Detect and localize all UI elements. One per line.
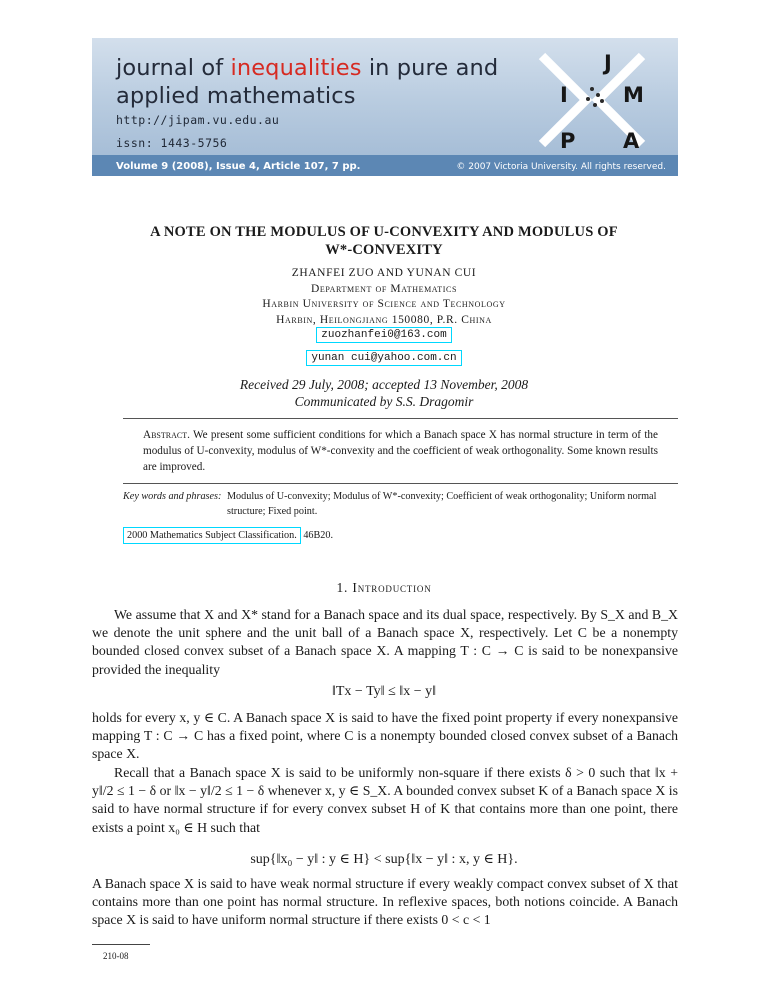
abstract-text: We present some sufficient conditions for which a Banach space X has normal structure in term of the modulus of U-convexity, modulus of W*-convexity and the coefficient of weak orthogonality. Some known results are improved. <box>143 429 658 473</box>
author-block <box>0 266 768 328</box>
journal-url[interactable]: http://jipam.vu.edu.au <box>116 113 280 127</box>
logo-letter-p: P <box>560 129 576 153</box>
msc-classification <box>123 527 333 544</box>
received-date: Received 29 July, 2008; accepted 13 November, 2008 <box>239 377 529 392</box>
logo-letter-j: J <box>604 51 612 75</box>
section-title: Introduction <box>352 580 432 595</box>
logo-letter-a: A <box>623 129 640 153</box>
abstract-top-rule <box>123 418 678 419</box>
logo-letter-m: M <box>623 83 644 107</box>
paper-title-line1: A NOTE ON THE MODULUS OF U-CONVEXITY AND MODULUS OF <box>150 224 618 240</box>
affiliation-department: Department of Mathematics <box>310 282 458 295</box>
copyright-notice: © 2007 Victoria University. All rights reserved. <box>456 162 666 172</box>
journal-title <box>116 54 498 110</box>
equation-1: ‖Tx − Ty‖ ≤ ‖x − y‖ <box>331 684 437 699</box>
journal-title-part2: in pure and <box>361 55 499 81</box>
section-number: 1. <box>336 580 349 595</box>
jipam-logo <box>524 44 660 156</box>
journal-issn: issn: 1443-5756 <box>116 136 228 150</box>
email-link-2[interactable]: yunan cui@yahoo.com.cn <box>306 350 461 366</box>
logo-letter-i: I <box>560 83 568 107</box>
affiliation-address: Harbin, Heilongjiang 150080, P.R. China <box>276 313 492 326</box>
footnote-rule <box>92 944 150 945</box>
journal-title-line2: applied mathematics <box>116 83 356 109</box>
equation-2: sup{‖x₀ − y‖ : y ∈ H} < sup{‖x − y‖ : x, y ∈ H}. <box>250 852 518 867</box>
volume-strip <box>92 155 678 176</box>
email-link-1[interactable]: zuozhanfei0@163.com <box>316 327 451 343</box>
journal-title-part1: journal of <box>116 55 231 81</box>
paper-title-line2: W*-CONVEXITY <box>325 242 443 258</box>
paragraph-3: Recall that a Banach space X is said to be uniformly non-square if there exists δ > 0 such that ‖x + y‖/2 ≤ 1 − δ or ‖x − y‖/2 ≤ 1 − δ whenever x, y ∈ S_X. A bounded convex subset K of a Banach space X is said to have normal structure if for every convex subset H of K that contains more than one point, there exists a point x₀ ∈ H such that <box>92 765 678 835</box>
affiliation-university: Harbin University of Science and Technology <box>262 298 506 310</box>
keywords-label: Key words and phrases: <box>123 491 222 502</box>
paper-title <box>0 223 768 259</box>
volume-info: Volume 9 (2008), Issue 4, Article 107, 7 pp. <box>116 161 361 172</box>
abstract-label: Abstract. <box>143 429 190 441</box>
journal-banner <box>92 38 678 176</box>
paragraph-4: A Banach space X is said to have weak normal structure if every weakly compact convex subset of X that contains more than one point has normal structure. In reflexive spaces, both notions coincide. A Banach space X is said to have uniform normal structure if there exists 0 < c < 1 <box>92 876 678 928</box>
keywords <box>123 489 678 519</box>
msc-value: 46B20. <box>300 530 334 541</box>
journal-title-highlight: inequalities <box>230 55 362 81</box>
abstract <box>143 427 658 475</box>
keywords-top-rule <box>123 483 678 484</box>
submission-dates <box>0 376 768 410</box>
authors: ZHANFEI ZUO AND YUNAN CUI <box>291 267 477 279</box>
keywords-text: Modulus of U-convexity; Modulus of W*-convexity; Coefficient of weak orthogonality; Uniform normal structure; Fixed point. <box>227 491 657 517</box>
msc-label: 2000 Mathematics Subject Classification. <box>127 530 297 541</box>
paragraph-2: holds for every x, y ∈ C. A Banach space X is said to have the fixed point property if every nonexpansive mapping T : C → C has a fixed point, where C is a nonempty bounded closed convex subset of a Banach space X. <box>92 710 678 762</box>
section-heading <box>0 580 768 596</box>
paragraph-1: We assume that X and X* stand for a Banach space and its dual space, respectively. By S_X and B_X we denote the unit sphere and the unit ball of a Banach space X, respectively. Let C be a nonempty bounded closed convex subset of a Banach space X. A mapping T : C → C is said to be nonexpansive provided the inequality <box>92 607 678 677</box>
msc-link[interactable] <box>123 527 301 544</box>
communicated-by: Communicated by S.S. Dragomir <box>294 394 474 409</box>
footnote-id: 210-08 <box>103 951 129 961</box>
